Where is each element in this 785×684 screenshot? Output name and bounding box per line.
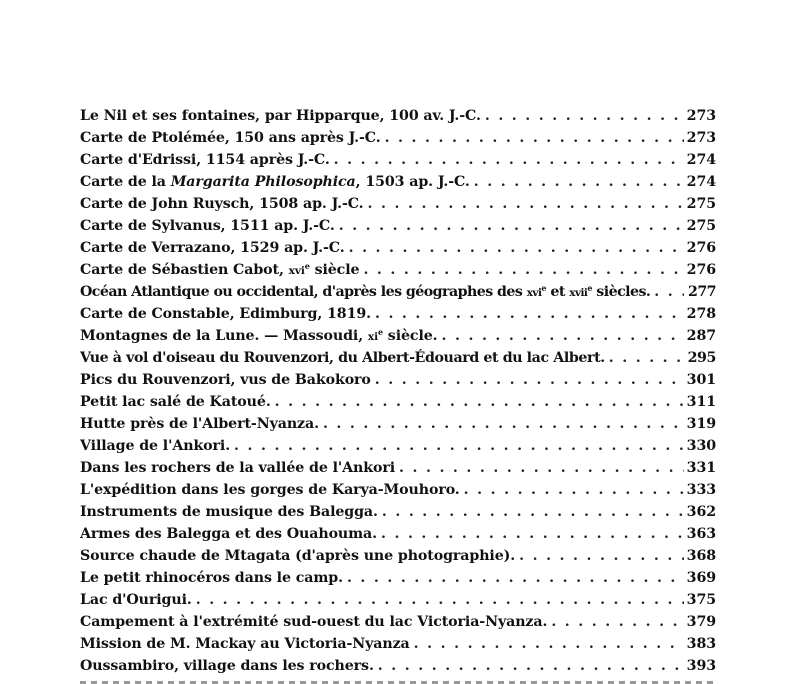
- century-numeral: xvii: [569, 287, 588, 299]
- list-item: [80, 523, 716, 545]
- title-suffix: , 1503 ap. J.-C.: [355, 174, 470, 190]
- dot-leader: [470, 171, 684, 193]
- dot-leader: [374, 655, 684, 677]
- superscript: e: [377, 327, 383, 337]
- page-number: 275: [686, 196, 716, 212]
- century-numeral: xvi: [526, 287, 542, 299]
- page-number: 331: [686, 460, 716, 476]
- list-item: [80, 611, 716, 633]
- list-item: [80, 435, 716, 457]
- entry-title: Carte de John Ruysch, 1508 ap. J.-C.: [80, 196, 364, 212]
- page-number: 333: [686, 482, 716, 498]
- dot-leader: [378, 501, 684, 523]
- title-mid: et: [545, 284, 570, 300]
- entry-title: Campement à l'extrémité sud-ouest du lac Victoria-Nyanza.: [80, 614, 548, 630]
- superscript: e: [304, 261, 310, 271]
- list-item: [80, 281, 716, 303]
- title-prefix: Carte de Sébastien Cabot,: [80, 262, 289, 278]
- dot-leader: [230, 435, 684, 457]
- page-number: 362: [686, 504, 716, 520]
- entry-title: Le petit rhinocéros dans le camp.: [80, 570, 343, 586]
- entry-title: Carte d'Edrissi, 1154 après J.-C.: [80, 152, 330, 168]
- page-number: 368: [686, 548, 716, 564]
- dot-leader: [481, 105, 684, 127]
- dot-leader: [605, 347, 684, 369]
- entry-title: Le Nil et ses fontaines, par Hipparque, 100 av. J.-C.: [80, 108, 481, 124]
- list-item: [80, 545, 716, 567]
- dot-leader: [330, 149, 684, 171]
- superscript: e: [541, 283, 546, 293]
- list-item: [80, 149, 716, 171]
- page-number: 375: [686, 592, 716, 608]
- list-item: [80, 347, 716, 369]
- dot-leader: [515, 545, 684, 567]
- dot-leader: [650, 281, 684, 303]
- dot-leader: [335, 215, 684, 237]
- entry-title: Petit lac salé de Katoué.: [80, 394, 271, 410]
- page-number: 274: [686, 174, 716, 190]
- century-numeral: xi: [367, 331, 378, 343]
- dot-leader: [410, 633, 684, 655]
- page-number: 319: [686, 416, 716, 432]
- entry-title: Lac d'Ourigui.: [80, 592, 192, 608]
- entry-title: Dans les rochers de la vallée de l'Ankori: [80, 460, 396, 476]
- page-number: 277: [688, 284, 716, 300]
- dot-leader: [381, 127, 684, 149]
- dot-leader: [395, 457, 684, 479]
- entry-title: [80, 325, 438, 347]
- page-number: 301: [686, 372, 716, 388]
- list-item: [80, 171, 716, 193]
- page-number: 273: [686, 130, 716, 146]
- list-item: [80, 303, 716, 325]
- title-prefix: Carte de la: [80, 174, 171, 190]
- list-item: [80, 457, 716, 479]
- page-number: 330: [686, 438, 716, 454]
- dot-leader: [319, 413, 684, 435]
- dot-leader: [371, 303, 684, 325]
- entry-title: Carte de Sylvanus, 1511 ap. J.-C.: [80, 218, 335, 234]
- entry-title: Village de l'Ankori.: [80, 438, 231, 454]
- list-item: [80, 567, 716, 589]
- list-item: [80, 237, 716, 259]
- list-item: [80, 413, 716, 435]
- illustrations-list: [80, 105, 716, 677]
- dot-leader: [377, 523, 684, 545]
- entry-title: Armes des Balegga et des Ouahouma.: [80, 526, 377, 542]
- title-prefix: Montagnes de la Lune. — Massoudi,: [80, 328, 368, 344]
- page-number: 276: [686, 262, 716, 278]
- page-number: 295: [687, 350, 716, 366]
- page-number: 276: [686, 240, 716, 256]
- entry-title: Vue à vol d'oiseau du Rouvenzori, du Albert-Édouard et du lac Albert.: [80, 350, 605, 366]
- dot-leader: [460, 479, 684, 501]
- list-item: [80, 479, 716, 501]
- entry-title: [80, 281, 650, 303]
- page-number: 278: [686, 306, 716, 322]
- dot-leader: [359, 259, 684, 281]
- dot-leader: [343, 567, 684, 589]
- list-item: [80, 105, 716, 127]
- entry-title: Pics du Rouvenzori, vus de Bakokoro: [80, 372, 371, 388]
- list-item: [80, 215, 716, 237]
- page-number: 273: [686, 108, 716, 124]
- title-suffix: siècle.: [382, 328, 438, 344]
- title-italic: Margarita Philosophica: [170, 174, 356, 190]
- dot-leader: [345, 237, 684, 259]
- entry-title: Hutte près de l'Albert-Nyanza.: [80, 416, 319, 432]
- page-number: 287: [686, 328, 716, 344]
- page-number: 383: [686, 636, 716, 652]
- list-item: [80, 259, 716, 281]
- dot-leader: [271, 391, 684, 413]
- page-number: 369: [686, 570, 716, 586]
- entry-title: Oussambiro, village dans les rochers.: [80, 658, 374, 674]
- page-number: 274: [686, 152, 716, 168]
- list-item: [80, 589, 716, 611]
- list-item: [80, 369, 716, 391]
- dot-leader: [192, 589, 684, 611]
- entry-title: Mission de M. Mackay au Victoria-Nyanza: [80, 636, 410, 652]
- century-numeral: xvi: [288, 265, 305, 277]
- entry-title: [80, 171, 470, 193]
- entry-title: Carte de Verrazano, 1529 ap. J.-C.: [80, 240, 345, 256]
- entry-title: Source chaude de Mtagata (d'après une photographie).: [80, 548, 516, 564]
- page-number: 379: [686, 614, 716, 630]
- entry-title: Instruments de musique des Balegga.: [80, 504, 378, 520]
- superscript: e: [587, 283, 592, 293]
- list-item: [80, 633, 716, 655]
- dot-leader: [547, 611, 684, 633]
- page-number: 393: [686, 658, 716, 674]
- list-item: [80, 655, 716, 677]
- entry-title: [80, 259, 359, 281]
- entry-title: Carte de Ptolémée, 150 ans après J.-C.: [80, 130, 381, 146]
- page-number: 311: [686, 394, 716, 410]
- title-prefix: Océan Atlantique ou occidental, d'après les géographes des: [80, 284, 527, 300]
- list-item: [80, 325, 716, 347]
- list-item: [80, 193, 716, 215]
- list-item: [80, 391, 716, 413]
- page-number: 363: [686, 526, 716, 542]
- cropped-next-line: [80, 676, 716, 684]
- title-suffix: siècle: [309, 262, 360, 278]
- dot-leader: [371, 369, 684, 391]
- title-suffix: siècles.: [591, 284, 651, 300]
- list-item: [80, 127, 716, 149]
- page-number: 275: [686, 218, 716, 234]
- entry-title: Carte de Constable, Edimburg, 1819.: [80, 306, 371, 322]
- dot-leader: [364, 193, 684, 215]
- entry-title: L'expédition dans les gorges de Karya-Mouhoro.: [80, 482, 460, 498]
- list-item: [80, 501, 716, 523]
- dot-leader: [438, 325, 684, 347]
